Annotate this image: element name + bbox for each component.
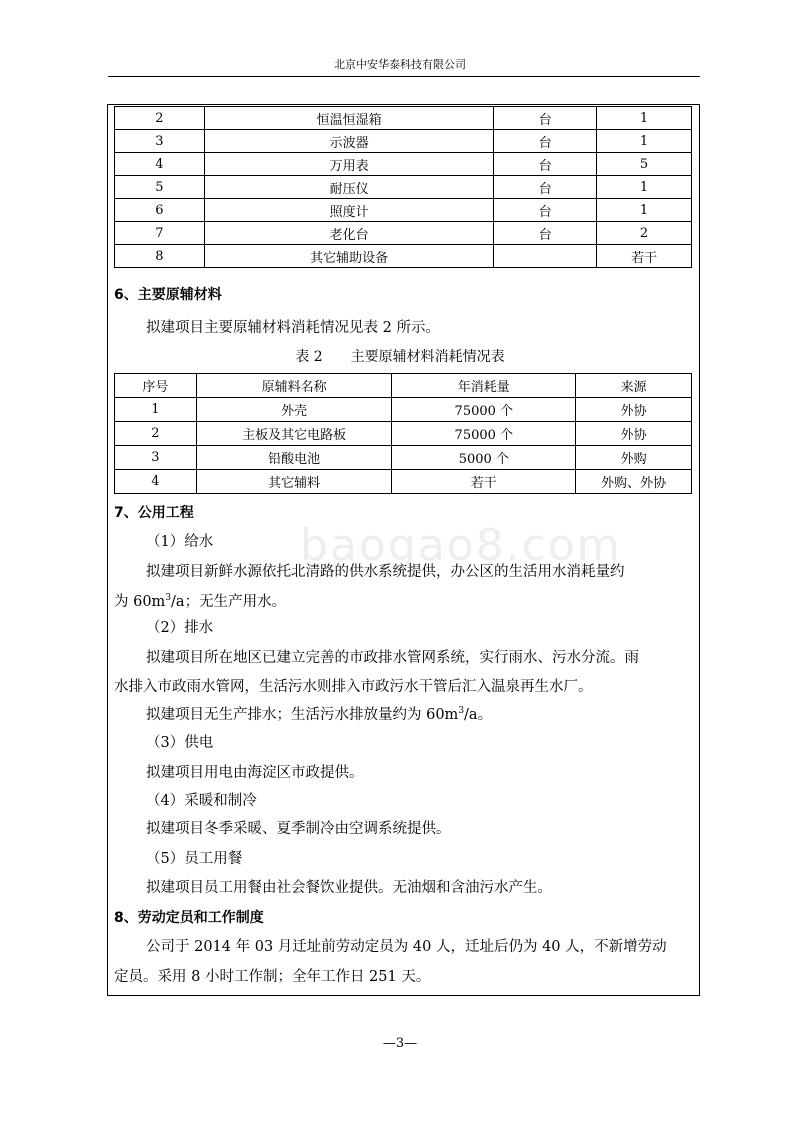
table-cell: 外购 [576,446,692,470]
table-cell: 1 [597,130,692,153]
table-cell: 75000 个 [392,422,576,446]
table-cell: 外协 [576,398,692,422]
materials-table [114,373,692,494]
table-cell: 2 [597,222,692,245]
table-cell: 台 [494,153,597,176]
section8-line1: 公司于 2014 年 03 月迁址前劳动定员为 40 人，迁址后仍为 40 人，不新增劳动 [146,939,667,955]
table-row [115,153,692,176]
table-cell: 3 [115,446,197,470]
table-cell: 其它辅助设备 [204,245,493,268]
equipment-table [114,106,692,268]
table-row [115,130,692,153]
table-cell: 台 [494,107,597,130]
table-cell: 台 [494,176,597,199]
table-cell: 外壳 [196,398,392,422]
table-cell: 万用表 [204,153,493,176]
table-cell: 6 [115,199,205,222]
table2-caption: 表 2 主要原辅材料消耗情况表 [295,349,505,365]
column-header: 序号 [115,374,197,398]
table-row [115,422,692,446]
table-cell: 主板及其它电路板 [196,422,392,446]
watermark: baogao8.com [300,520,622,571]
catering-title: （5）员工用餐 [146,851,243,867]
table-cell: 恒温恒湿箱 [204,107,493,130]
table-cell: 若干 [597,245,692,268]
drainage-line3: 拟建项目无生产排水；生活污水排放量约为 $60m^3/a$。 [146,706,493,723]
water-supply-line2: 为 $60m^3/a$；无生产用水。 [114,593,287,610]
table-cell: 耐压仪 [204,176,493,199]
catering-text: 拟建项目员工用餐由社会餐饮业提供。无油烟和含油污水产生。 [146,880,552,896]
table-row [115,107,692,130]
table-row [115,470,692,494]
table-row [115,446,692,470]
section6-heading: 6、主要原辅材料 [114,287,222,303]
table-cell: 1 [597,107,692,130]
table-cell: 3 [115,130,205,153]
drainage-line2: 水排入市政雨水管网，生活污水则排入市政污水干管后汇入温泉再生水厂。 [114,679,593,695]
water-supply-line1: 拟建项目新鲜水源依托北清路的供水系统提供，办公区的生活用水消耗量约 [146,564,625,580]
table-cell: 其它辅料 [196,470,392,494]
table-cell: 1 [115,398,197,422]
hvac-title: （4）采暖和制冷 [146,793,257,809]
page-header: 北京中安华泰科技有限公司 [334,58,466,71]
power-title: （3）供电 [146,735,214,751]
table-row [115,176,692,199]
table-cell: 5 [115,176,205,199]
table-cell: 1 [597,199,692,222]
table-cell: 台 [494,222,597,245]
drainage-title: （2）排水 [146,620,214,636]
table-row [115,222,692,245]
table-header-row [115,374,692,398]
table-cell: 8 [115,245,205,268]
drainage-line1: 拟建项目所在地区已建立完善的市政排水管网系统，实行雨水、污水分流。雨 [146,650,639,666]
table-cell: 75000 个 [392,398,576,422]
table-cell [494,245,597,268]
table-cell: 4 [115,153,205,176]
table-cell: 4 [115,470,197,494]
water-supply-title: （1）给水 [146,534,214,550]
table-cell: 照度计 [204,199,493,222]
table-cell: 若干 [392,470,576,494]
table-cell: 台 [494,130,597,153]
header-rule [108,76,700,77]
table-cell: 2 [115,107,205,130]
table-cell: 老化台 [204,222,493,245]
section8-heading: 8、劳动定员和工作制度 [114,910,264,926]
table-cell: 1 [597,176,692,199]
table-row [115,199,692,222]
column-header: 原辅料名称 [196,374,392,398]
table-cell: 台 [494,199,597,222]
table-cell: 铅酸电池 [196,446,392,470]
power-text: 拟建项目用电由海淀区市政提供。 [146,765,364,781]
table-cell: 7 [115,222,205,245]
table-cell: 5 [597,153,692,176]
hvac-text: 拟建项目冬季采暖、夏季制冷由空调系统提供。 [146,821,451,837]
page-number: —3— [382,1036,418,1051]
table-cell: 2 [115,422,197,446]
column-header: 年消耗量 [392,374,576,398]
table-row [115,398,692,422]
column-header: 来源 [576,374,692,398]
table-cell: 外协 [576,422,692,446]
section7-heading: 7、公用工程 [114,505,194,521]
section8-line2: 定员。采用 8 小时工作制；全年工作日 251 天。 [114,969,431,985]
table-cell: 示波器 [204,130,493,153]
section6-intro: 拟建项目主要原辅材料消耗情况见表 2 所示。 [146,320,440,336]
table-row [115,245,692,268]
table-cell: 外购、外协 [576,470,692,494]
table-cell: 5000 个 [392,446,576,470]
